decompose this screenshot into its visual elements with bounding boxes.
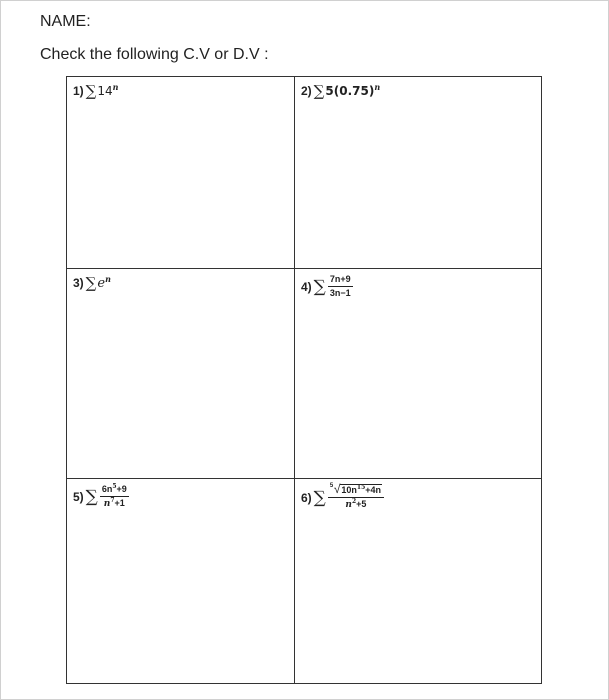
term-exponent: n xyxy=(112,82,119,92)
problem-number: 6) xyxy=(301,490,312,505)
fifth-root xyxy=(330,484,382,495)
sigma-symbol: ∑ xyxy=(313,82,325,100)
denominator-variable: n xyxy=(103,499,111,509)
fraction-denominator: 3n−1 xyxy=(329,288,351,298)
problem-2 xyxy=(301,82,380,100)
series-term xyxy=(97,84,118,98)
problem-cell-3 xyxy=(67,269,295,479)
name-label: NAME: xyxy=(40,13,91,30)
series-term xyxy=(325,84,380,98)
denominator-exponent: 2 xyxy=(351,498,357,505)
problem-cell-4 xyxy=(295,269,541,479)
fraction-numerator xyxy=(100,484,129,497)
fraction xyxy=(328,484,384,511)
fraction-numerator xyxy=(328,484,384,498)
term-exponent: n xyxy=(105,273,111,284)
denominator-exponent: 7 xyxy=(110,497,115,504)
problem-number: 3) xyxy=(73,276,84,290)
numerator-constant: +9 xyxy=(116,484,127,494)
fraction-denominator xyxy=(102,497,127,510)
radicand-exponent: 15 xyxy=(356,484,366,491)
sigma-symbol: ∑ xyxy=(85,82,97,100)
instruction-text: Check the following C.V or D.V : xyxy=(40,46,269,63)
problem-number: 2) xyxy=(301,84,312,98)
problem-4 xyxy=(301,274,353,299)
problem-number: 5) xyxy=(73,490,84,504)
sigma-symbol: ∑ xyxy=(85,274,97,292)
denominator-constant: +5 xyxy=(356,499,367,509)
term-exponent: n xyxy=(374,82,381,92)
radicand-term: 10n xyxy=(341,485,357,495)
numerator-exponent: 5 xyxy=(112,483,117,490)
radicand xyxy=(340,484,382,495)
problem-grid xyxy=(66,76,542,684)
series-term xyxy=(97,273,111,291)
term-base: 14 xyxy=(97,84,113,98)
problem-number: 4) xyxy=(301,279,312,294)
sigma-symbol: ∑ xyxy=(85,487,98,507)
denominator-variable: n xyxy=(345,500,352,510)
fraction-numerator: 7n+9 xyxy=(328,274,353,287)
problem-cell-5 xyxy=(67,479,295,683)
root-index: 5 xyxy=(329,483,334,489)
problem-6 xyxy=(301,484,384,511)
problem-3 xyxy=(73,274,111,292)
radical-sign-icon: √ xyxy=(333,482,341,496)
problem-cell-1 xyxy=(67,77,295,269)
denominator-constant: +1 xyxy=(114,498,125,508)
radicand-remainder: +4n xyxy=(365,485,382,495)
term-base: e xyxy=(97,275,106,291)
fraction-denominator xyxy=(343,498,368,511)
problem-number: 1) xyxy=(73,84,84,98)
term-base: 5(0.75) xyxy=(325,84,375,98)
problem-5 xyxy=(73,484,129,510)
sigma-symbol: ∑ xyxy=(313,487,326,508)
problem-1 xyxy=(73,82,119,100)
numerator-term: 6n xyxy=(101,484,113,494)
fraction xyxy=(100,484,129,510)
sigma-symbol: ∑ xyxy=(313,276,326,297)
fraction xyxy=(328,274,353,299)
problem-cell-6 xyxy=(295,479,541,683)
problem-cell-2 xyxy=(295,77,541,269)
